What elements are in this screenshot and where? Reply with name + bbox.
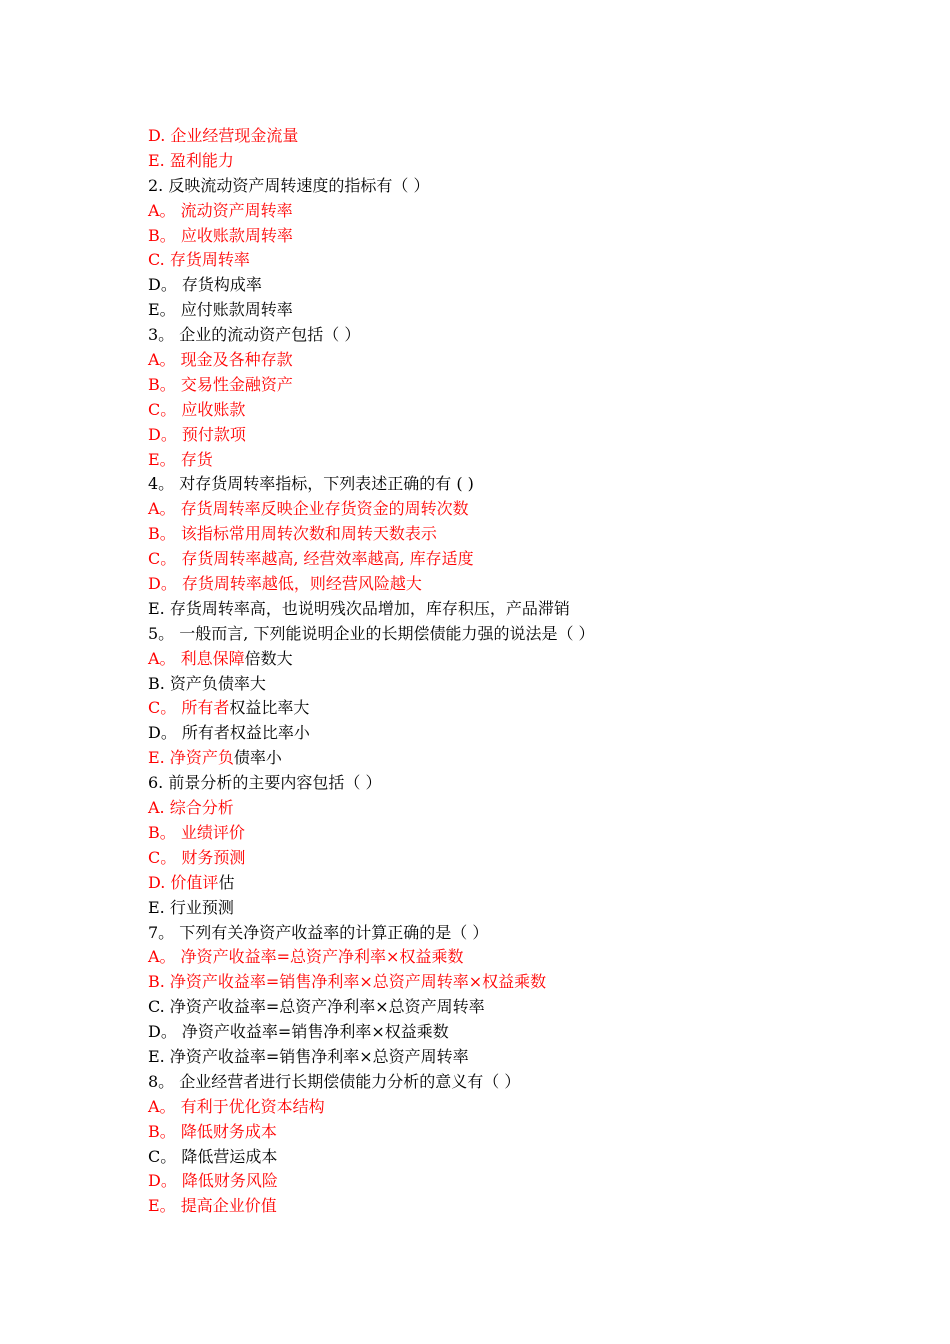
text-line <box>148 721 908 746</box>
text-run: D。 存货周转率越低，则经营风险越大 <box>148 574 422 594</box>
text-line <box>148 224 908 249</box>
text-run: E. 行业预测 <box>148 897 234 917</box>
text-line <box>148 821 908 846</box>
text-line <box>148 149 908 174</box>
text-run: 6. 前景分析的主要内容包括（ ） <box>148 773 382 793</box>
text-run: D。 降低财务风险 <box>148 1171 278 1191</box>
question-list <box>148 124 908 1219</box>
text-line <box>148 174 908 199</box>
text-line <box>148 796 908 821</box>
text-line <box>148 945 908 970</box>
text-line <box>148 746 908 771</box>
text-line <box>148 995 908 1020</box>
text-line <box>148 323 908 348</box>
text-line <box>148 1045 908 1070</box>
text-run: C。 所有者 <box>148 698 230 718</box>
text-line <box>148 647 908 672</box>
text-line <box>148 547 908 572</box>
text-line <box>148 472 908 497</box>
text-run: A。 现金及各种存款 <box>148 350 293 370</box>
text-run: D。 预付款项 <box>148 424 246 444</box>
text-line <box>148 672 908 697</box>
text-line <box>148 448 908 473</box>
text-run: A。 流动资产周转率 <box>148 200 293 220</box>
text-run: E. 净资产收益率=销售净利率×总资产周转率 <box>148 1046 469 1066</box>
text-line <box>148 298 908 323</box>
text-run: A. 综合分析 <box>148 798 234 818</box>
text-line <box>148 696 908 721</box>
text-line <box>148 771 908 796</box>
text-line <box>148 1145 908 1170</box>
text-line <box>148 1169 908 1194</box>
text-run: D. 企业经营现金流量 <box>148 126 299 145</box>
text-line <box>148 522 908 547</box>
text-run: A。 净资产收益率=总资产净利率×权益乘数 <box>148 947 464 967</box>
text-line <box>148 497 908 522</box>
text-run: 2. 反映流动资产周转速度的指标有（ ） <box>148 175 430 195</box>
text-run: 3。 企业的流动资产包括（ ） <box>148 325 361 345</box>
text-line <box>148 348 908 373</box>
text-line <box>148 1194 908 1219</box>
text-run: D. 价值评 <box>148 872 219 892</box>
text-run: E. 净资产负 <box>148 748 234 768</box>
text-run: E. 存货周转率高，也说明残次品增加，库存积压，产品滞销 <box>148 598 570 618</box>
text-run: 权益比率大 <box>229 698 310 718</box>
text-run: B。 应收账款周转率 <box>148 225 293 245</box>
text-line <box>148 398 908 423</box>
text-line <box>148 572 908 597</box>
text-line <box>148 597 908 622</box>
text-line <box>148 1070 908 1095</box>
text-line <box>148 846 908 871</box>
text-line <box>148 896 908 921</box>
text-run: 倍数大 <box>244 648 293 668</box>
text-run: E。 提高企业价值 <box>148 1196 277 1216</box>
text-run: D。 净资产收益率=销售净利率×权益乘数 <box>148 1022 449 1042</box>
text-run: C。 财务预测 <box>148 847 246 867</box>
text-line <box>148 622 908 647</box>
text-line <box>148 921 908 946</box>
text-run: C。 存货周转率越高, 经营效率越高, 库存适度 <box>148 549 474 569</box>
text-line <box>148 423 908 448</box>
text-run: A。 利息保障 <box>148 648 245 668</box>
text-line <box>148 124 908 149</box>
text-run: A。 有利于优化资本结构 <box>148 1096 325 1116</box>
text-run: A。 存货周转率反映企业存货资金的周转次数 <box>148 499 469 519</box>
text-run: E. 盈利能力 <box>148 150 234 170</box>
text-run: B。 交易性金融资产 <box>148 374 293 394</box>
text-run: C。 应收账款 <box>148 399 246 419</box>
text-run: B。 降低财务成本 <box>148 1121 277 1141</box>
text-line <box>148 199 908 224</box>
text-line <box>148 248 908 273</box>
text-run: B。 该指标常用周转次数和周转天数表示 <box>148 524 437 544</box>
text-line <box>148 970 908 995</box>
text-run: 估 <box>218 872 235 892</box>
text-run: D。 所有者权益比率小 <box>148 723 310 743</box>
text-run: E。 存货 <box>148 449 213 469</box>
text-run: 7。 下列有关净资产收益率的计算正确的是（ ） <box>148 922 489 942</box>
text-run: C。 降低营运成本 <box>148 1146 278 1166</box>
text-line <box>148 871 908 896</box>
text-run: C. 净资产收益率=总资产净利率×总资产周转率 <box>148 997 485 1017</box>
text-line <box>148 1095 908 1120</box>
text-run: 4。 对存货周转率指标，下列表述正确的有 ( ) <box>148 474 474 494</box>
text-run: B. 资产负债率大 <box>148 673 266 693</box>
text-line <box>148 1120 908 1145</box>
text-run: 8。 企业经营者进行长期偿债能力分析的意义有（ ） <box>148 1071 521 1091</box>
text-run: E。 应付账款周转率 <box>148 300 293 320</box>
text-run: B。 业绩评价 <box>148 822 245 842</box>
text-run: C. 存货周转率 <box>148 250 250 270</box>
text-line <box>148 273 908 298</box>
text-run: 5。 一般而言, 下列能说明企业的长期偿债能力强的说法是（ ） <box>148 623 595 643</box>
text-line <box>148 1020 908 1045</box>
text-run: D。 存货构成率 <box>148 275 262 295</box>
text-run: 债率小 <box>233 748 282 768</box>
text-run: B. 净资产收益率=销售净利率×总资产周转率×权益乘数 <box>148 972 547 992</box>
text-line <box>148 373 908 398</box>
